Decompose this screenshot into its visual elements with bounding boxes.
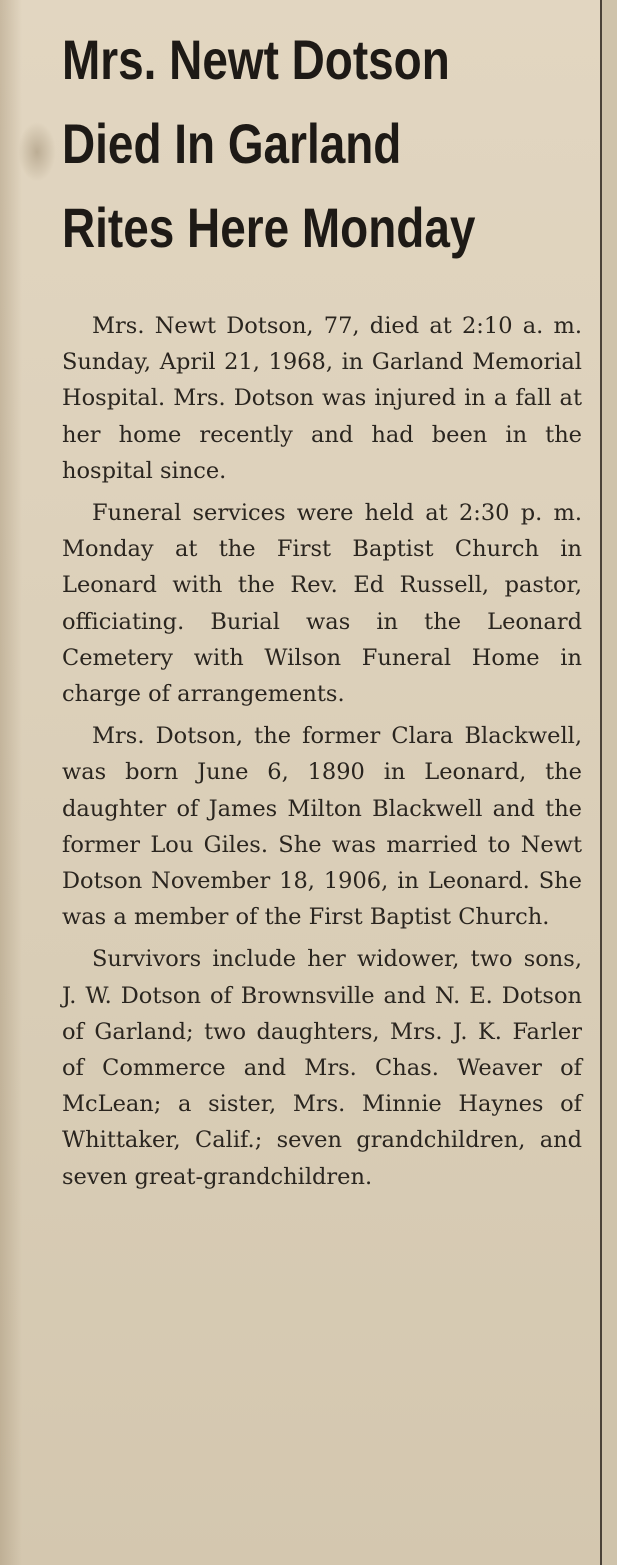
article-paragraph-3: Mrs. Dotson, the former Clara Blackwell, was born June 6, 1890 in Leonard, the daughter of James Milton Blackwell and the former Lou Giles. She was married to Newt Dotson November 18, 1906, in Leonard. She was a member of the First Baptist Church. <box>62 723 582 931</box>
adjacent-column-margin <box>602 0 617 1565</box>
article-body <box>62 308 582 1195</box>
article-paragraph-1: Mrs. Newt Dotson, 77, died at 2:10 a. m. Sunday, April 21, 1968, in Garland Memorial Hospital. Mrs. Dotson was injured in a fall at her home recently and had been in the hospital since. <box>62 313 582 484</box>
paper-shadow <box>0 0 22 1565</box>
article-paragraph-4: Survivors include her widower, two sons, J. W. Dotson of Brownsville and N. E. Dotson of Garland; two daughters, Mrs. J. K. Farler of Commerce and Mrs. Chas. Weaver of McLean; a sister, Mrs. Minnie Haynes of Whittaker, Calif.; seven grandchildren, and seven great-grandchildren. <box>62 946 582 1190</box>
headline-line-1: Mrs. Newt Dotson <box>62 28 450 91</box>
headline-line-3: Rites Here Monday <box>62 196 476 259</box>
headline <box>62 18 497 270</box>
article-paragraph-2: Funeral services were held at 2:30 p. m. Monday at the First Baptist Church in Leonard with the Rev. Ed Russell, pastor, officiating. Burial was in the Leonard Cemetery with Wilson Funeral Home in charge of arrangements. <box>62 500 582 708</box>
paper-stain <box>18 122 56 182</box>
headline-line-2: Died In Garland <box>62 112 402 175</box>
